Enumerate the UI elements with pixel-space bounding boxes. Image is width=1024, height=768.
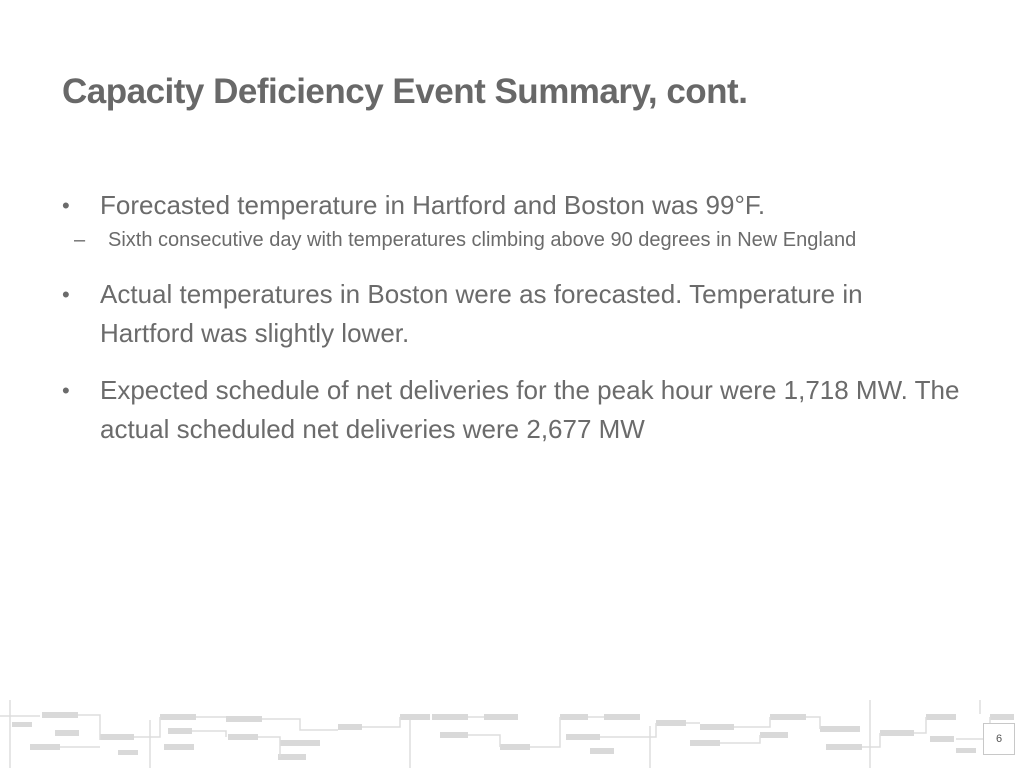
- bullet-item: [62, 371, 962, 449]
- bullet-glyph: •: [62, 193, 70, 218]
- bullet-text: Expected schedule of net deliveries for the peak hour were 1,718 MW. The actual scheduled net deliveries were 2,677 MW: [100, 375, 960, 444]
- bullet-glyph: •: [62, 378, 70, 403]
- slide-title: Capacity Deficiency Event Summary, cont.: [62, 72, 748, 111]
- page-number: 6: [983, 723, 1015, 755]
- bullet-text: Actual temperatures in Boston were as forecasted. Temperature in Hartford was slightly lower.: [100, 279, 863, 348]
- slide-body: [62, 186, 962, 467]
- bullet-item: [62, 186, 962, 257]
- circuit-footer-decoration: [0, 700, 1024, 768]
- sub-bullet-text: Sixth consecutive day with temperatures climbing above 90 degrees in New England: [108, 229, 857, 251]
- sub-bullet-item: [62, 223, 962, 257]
- bullet-item: [62, 275, 962, 353]
- bullet-text: Forecasted temperature in Hartford and Boston was 99°F.: [100, 190, 766, 220]
- dash-glyph: –: [74, 229, 86, 251]
- bullet-glyph: •: [62, 282, 70, 307]
